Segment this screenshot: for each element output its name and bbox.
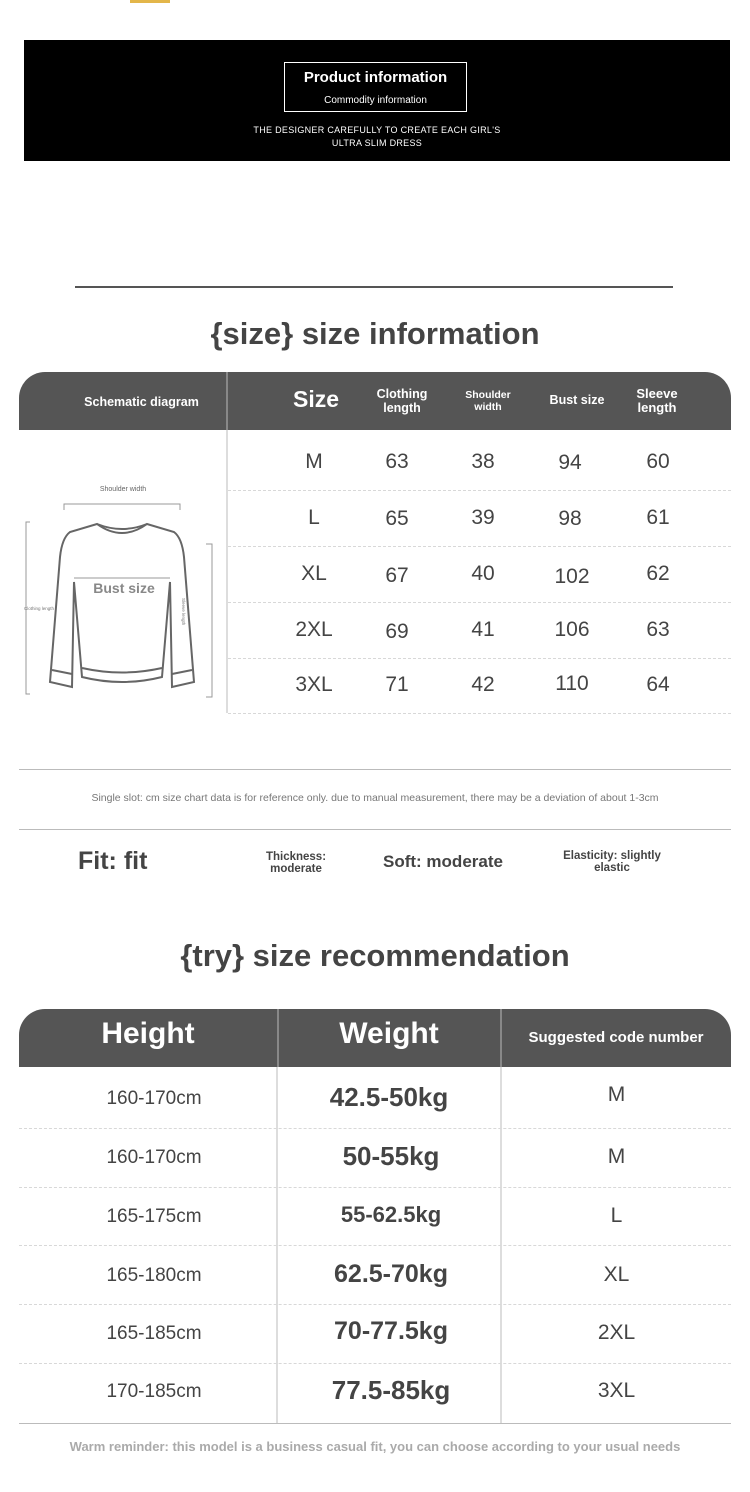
warm-reminder: Warm reminder: this model is a business casual fit, you can choose according to your usual needs [69, 1439, 681, 1454]
header-bust-size: Bust size [549, 393, 605, 407]
clothing-length-cell: 69 [385, 620, 409, 643]
row-divider [19, 1304, 731, 1305]
row-divider [228, 602, 731, 603]
height-cell: 160-170cm [106, 1088, 202, 1109]
size-table-header [19, 372, 731, 430]
banner-tagline-line-2: ULTRA SLIM DRESS [331, 138, 423, 148]
note-top-divider [19, 769, 731, 770]
fit-attribute: Fit: fit [78, 847, 148, 875]
elasticity-attribute: Elasticity: slightly elastic [563, 850, 661, 874]
diagram-label-bust: Bust size [93, 580, 155, 596]
section-divider [75, 286, 673, 288]
shoulder-width-cell: 39 [471, 506, 495, 529]
diagram-label-shoulder: Shoulder width [99, 486, 147, 493]
bust-size-cell: 102 [554, 565, 590, 588]
measurement-note: Single slot: cm size chart data is for reference only. due to manual measurement, there may be a deviation of about 1-3cm [91, 792, 659, 804]
soft-attribute: Soft: moderate [383, 852, 503, 871]
row-divider [19, 1187, 731, 1188]
diagram-label-length: Clothing length [24, 606, 55, 611]
banner-tagline [24, 124, 730, 150]
sleeve-length-cell: 63 [646, 618, 670, 641]
sleeve-length-cell: 60 [646, 450, 670, 473]
sleeve-length-cell: 61 [646, 506, 670, 529]
bust-size-cell: 110 [555, 672, 589, 695]
header-weight: Weight [339, 1017, 439, 1050]
recommendation-table-header [19, 1009, 731, 1067]
code-cell: M [607, 1145, 626, 1168]
shoulder-width-cell: 42 [471, 673, 495, 696]
header-sleeve-length: Sleeve length [636, 386, 678, 415]
header-shoulder-width: Shoulder width [465, 389, 511, 413]
weight-cell: 70-77.5kg [334, 1317, 448, 1345]
top-accent-bar [130, 0, 170, 3]
bust-size-cell: 94 [558, 451, 582, 474]
row-divider [228, 658, 731, 659]
bust-size-cell: 106 [554, 618, 590, 641]
size-cell: 3XL [295, 673, 333, 696]
header-height: Height [101, 1017, 195, 1050]
weight-cell: 62.5-70kg [334, 1260, 448, 1288]
size-section-title: {size} size information [210, 316, 540, 351]
diagram-column-separator [226, 430, 228, 713]
diagram-label-sleeve: Sleeve length [181, 598, 186, 626]
code-cell: XL [603, 1263, 630, 1286]
row-divider [228, 713, 731, 714]
sleeve-length-cell: 62 [646, 562, 670, 585]
weight-cell: 55-62.5kg [340, 1202, 442, 1227]
row-divider [19, 1245, 731, 1246]
row-divider [228, 546, 731, 547]
clothing-length-cell: 65 [385, 507, 409, 530]
clothing-length-cell: 71 [385, 673, 409, 696]
row-divider [228, 490, 731, 491]
banner-subtitle: Commodity information [324, 95, 427, 106]
height-cell: 170-185cm [106, 1381, 202, 1402]
sweatshirt-diagram [22, 482, 222, 712]
shoulder-width-cell: 38 [471, 450, 495, 473]
code-cell: 2XL [597, 1321, 636, 1344]
height-cell: 165-175cm [106, 1206, 202, 1227]
note-bottom-divider [19, 829, 731, 830]
weight-cell: 50-55kg [342, 1141, 440, 1171]
row-divider [19, 1128, 731, 1129]
weight-cell: 77.5-85kg [331, 1375, 451, 1405]
height-cell: 165-180cm [106, 1265, 202, 1286]
header-size: Size [292, 386, 340, 412]
row-divider [19, 1363, 731, 1364]
size-cell: M [305, 450, 323, 473]
shoulder-width-cell: 40 [471, 562, 495, 585]
header-schematic-diagram: Schematic diagram [84, 395, 199, 409]
thickness-attribute: Thickness: moderate [265, 851, 327, 875]
bust-size-cell: 98 [558, 507, 582, 530]
header-clothing-length: Clothing length [376, 387, 428, 415]
sweatshirt-outline-icon [22, 482, 222, 712]
sleeve-length-cell: 64 [646, 673, 670, 696]
clothing-length-cell: 67 [385, 564, 409, 587]
height-cell: 165-185cm [106, 1323, 202, 1344]
clothing-length-cell: 63 [385, 450, 409, 473]
table-bottom-border [19, 1423, 731, 1424]
weight-cell: 42.5-50kg [329, 1082, 449, 1112]
size-cell: XL [301, 562, 327, 585]
banner-title: Product information [303, 69, 448, 86]
code-cell: L [610, 1204, 623, 1227]
size-cell: 2XL [295, 618, 333, 641]
code-cell: M [607, 1083, 626, 1106]
recommendation-section-title: {try} size recommendation [180, 938, 570, 973]
header-separator [226, 372, 228, 430]
banner-tagline-line-1: THE DESIGNER CAREFULLY TO CREATE EACH GIRL'S [253, 125, 501, 135]
size-cell: L [308, 506, 320, 529]
shoulder-width-cell: 41 [471, 618, 495, 641]
header-suggested-code: Suggested code number [528, 1029, 704, 1046]
height-cell: 160-170cm [106, 1147, 202, 1168]
code-cell: 3XL [597, 1379, 636, 1402]
